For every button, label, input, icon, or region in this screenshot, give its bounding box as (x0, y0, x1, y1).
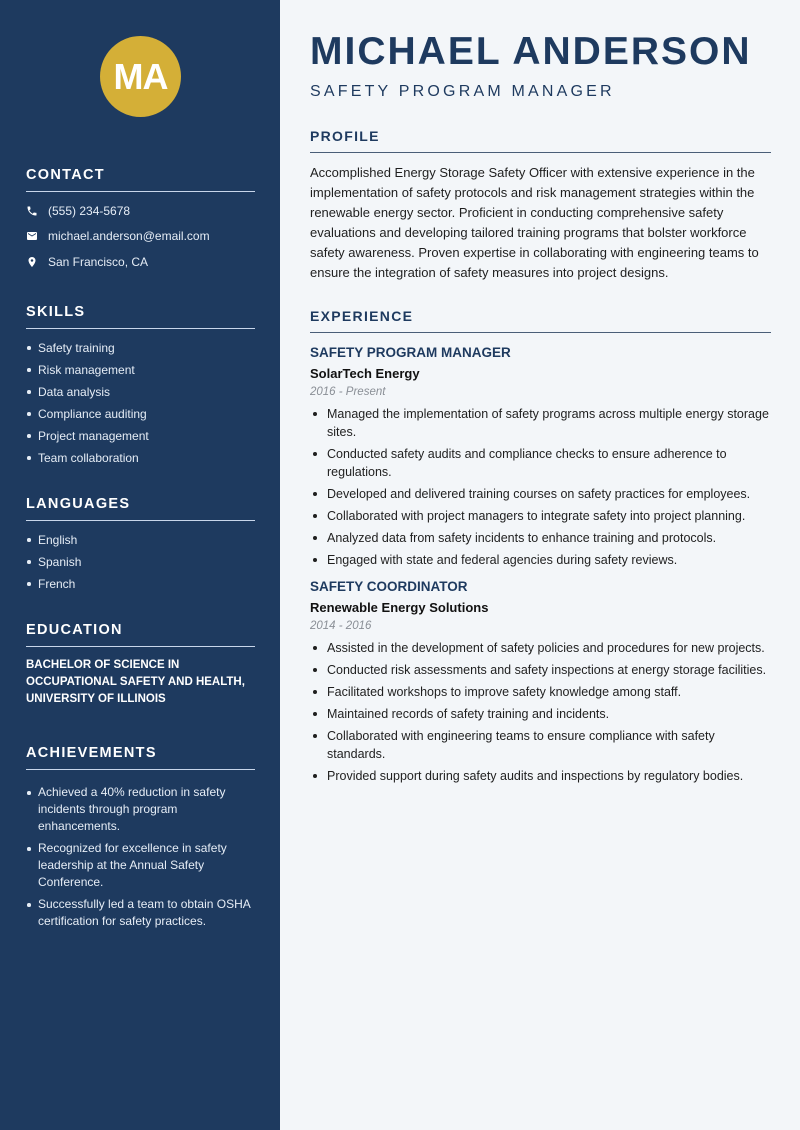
achievements-section (26, 745, 255, 935)
achievement-item: Achieved a 40% reduction in safety incidents through program enhancements. (26, 784, 255, 835)
education-section (26, 622, 255, 708)
location-icon (26, 256, 48, 268)
job-role: SAFETY COORDINATOR (310, 579, 468, 594)
skills-heading: SKILLS (26, 304, 255, 329)
language-item: English (26, 529, 255, 551)
skill-item: Safety training (26, 337, 255, 359)
skills-section (26, 304, 255, 469)
location-text: San Francisco, CA (48, 254, 149, 269)
job-bullet: Developed and delivered training courses on safety practices for employees. (310, 485, 771, 503)
contact-heading: CONTACT (26, 167, 255, 192)
contact-phone (26, 198, 255, 224)
achievement-item: Successfully led a team to obtain OSHA certification for safety practices. (26, 896, 255, 930)
job-bullet: Collaborated with project managers to integrate safety into project planning. (310, 507, 771, 525)
job-bullet: Engaged with state and federal agencies during safety reviews. (310, 551, 771, 569)
contact-email (26, 224, 255, 250)
skill-item: Risk management (26, 359, 255, 381)
education-heading: EDUCATION (26, 622, 255, 647)
job-bullets (310, 639, 771, 785)
achievement-item: Recognized for excellence in safety leadership at the Annual Safety Conference. (26, 840, 255, 891)
job-entry (310, 345, 771, 569)
job-dates: 2016 - Present (310, 386, 386, 398)
phone-text: (555) 234-5678 (48, 203, 131, 218)
language-item: French (26, 573, 255, 595)
job-bullet: Collaborated with engineering teams to ensure compliance with safety standards. (310, 727, 771, 763)
contact-location (26, 249, 255, 275)
sidebar (0, 0, 280, 1130)
achievements-list (26, 784, 255, 930)
languages-list (26, 529, 255, 595)
languages-section (26, 496, 255, 595)
profile-section (310, 128, 771, 283)
profile-text: Accomplished Energy Storage Safety Officer with extensive experience in the implementation of safety protocols and risk management strategies within the renewable energy sector. Proficient in conducting comprehensive safety evaluations and developing tailored training programs that bolster workforce safety awareness. Proven expertise in collaborating with engineering teams to ensure the integration of safety measures into project designs. (310, 165, 759, 280)
experience-heading: EXPERIENCE (310, 308, 771, 333)
job-bullet: Analyzed data from safety incidents to enhance training and protocols. (310, 529, 771, 547)
skill-item: Team collaboration (26, 447, 255, 469)
job-role: SAFETY PROGRAM MANAGER (310, 345, 511, 360)
skill-item: Project management (26, 425, 255, 447)
achievements-heading: ACHIEVEMENTS (26, 745, 255, 770)
email-text: michael.anderson@email.com (48, 229, 210, 244)
job-bullet: Facilitated workshops to improve safety knowledge among staff. (310, 683, 771, 701)
candidate-title: SAFETY PROGRAM MANAGER (310, 83, 615, 100)
job-bullets (310, 405, 771, 569)
language-item: Spanish (26, 551, 255, 573)
education-degree: BACHELOR OF SCIENCE IN OCCUPATIONAL SAFETY AND HEALTH, UNIVERSITY OF ILLINOIS (26, 659, 245, 705)
job-bullet: Managed the implementation of safety programs across multiple energy storage sites. (310, 405, 771, 441)
languages-heading: LANGUAGES (26, 496, 255, 521)
job-dates: 2014 - 2016 (310, 620, 372, 632)
contact-section (26, 167, 255, 275)
skill-item: Data analysis (26, 381, 255, 403)
job-company: SolarTech Energy (310, 366, 420, 381)
job-entry (310, 579, 771, 785)
profile-heading: PROFILE (310, 128, 771, 153)
skills-list (26, 337, 255, 469)
phone-icon (26, 205, 48, 217)
job-company: Renewable Energy Solutions (310, 600, 489, 615)
skill-item: Compliance auditing (26, 403, 255, 425)
job-bullet: Maintained records of safety training and incidents. (310, 705, 771, 723)
job-bullet: Provided support during safety audits and inspections by regulatory bodies. (310, 767, 771, 785)
avatar (100, 36, 181, 117)
job-bullet: Conducted safety audits and compliance checks to ensure adherence to regulations. (310, 445, 771, 481)
job-bullet: Conducted risk assessments and safety inspections at energy storage facilities. (310, 661, 771, 679)
avatar-initials: MA (113, 55, 168, 97)
experience-section (310, 308, 771, 789)
candidate-name: MICHAEL ANDERSON (310, 30, 752, 73)
job-bullet: Assisted in the development of safety policies and procedures for new projects. (310, 639, 771, 657)
email-icon (26, 230, 48, 242)
